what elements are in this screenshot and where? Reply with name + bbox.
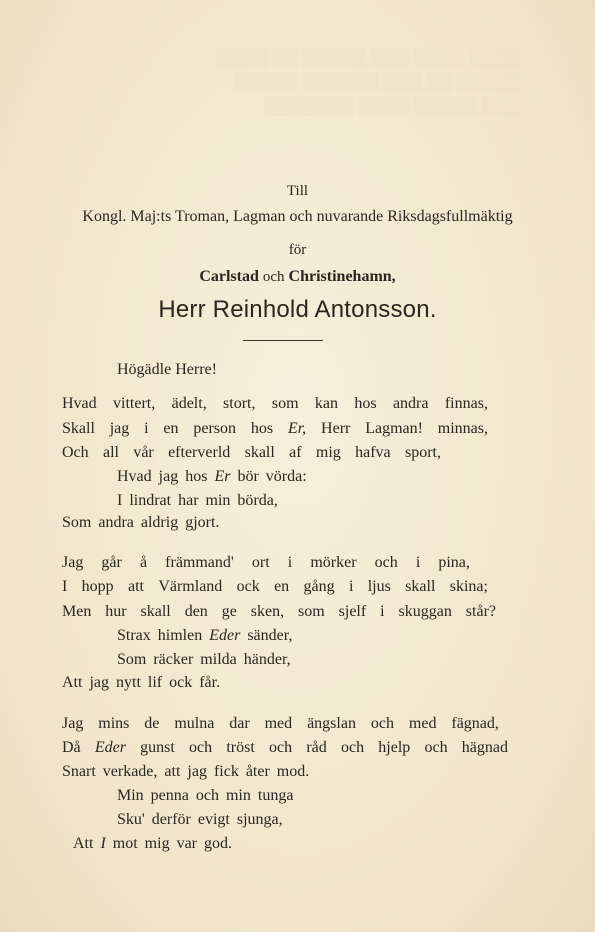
- word: skall: [140, 603, 171, 620]
- word: jag: [109, 420, 130, 437]
- word: ge: [221, 603, 237, 620]
- word: hur: [105, 603, 127, 620]
- verse-line: [117, 467, 307, 487]
- word: mig: [315, 444, 341, 461]
- word-italic: Er: [214, 468, 231, 485]
- word: med: [408, 715, 437, 732]
- word: Herr: [321, 420, 351, 437]
- verse-line: I lindrat har min börda,: [117, 492, 278, 509]
- word: mulna: [174, 715, 215, 732]
- salutation: Högädle Herre!: [117, 361, 217, 378]
- word: och: [424, 739, 448, 756]
- dedication-till: Till: [286, 183, 309, 199]
- word: tröst: [226, 739, 255, 756]
- word: hägnad: [461, 739, 508, 756]
- word: efterverld: [168, 444, 231, 461]
- word: ort: [251, 554, 270, 571]
- word: minnas,: [437, 420, 488, 437]
- word: främmand': [165, 554, 234, 571]
- word: hos: [354, 395, 377, 412]
- word: ängslan: [307, 715, 356, 732]
- word: hafva: [355, 444, 391, 461]
- word: sken,: [250, 603, 285, 620]
- word: vittert,: [113, 395, 156, 412]
- word: vår: [133, 444, 154, 461]
- word: och: [340, 739, 365, 756]
- word: i: [144, 420, 149, 437]
- words: sänder,: [247, 627, 293, 644]
- word: mins: [98, 715, 130, 732]
- dedication-addressee: Kongl. Maj:ts Troman, Lagman och nuvarande Riksdagsfullmäktig: [82, 208, 513, 225]
- word: gång: [303, 578, 335, 595]
- word: skuggan: [398, 603, 452, 620]
- word: stort,: [223, 395, 256, 412]
- place-carlstad: Carlstad: [199, 268, 259, 285]
- word-italic: I: [100, 835, 106, 852]
- word: en: [163, 420, 179, 437]
- word: fägnad,: [451, 715, 499, 732]
- word-italic: Eder: [209, 627, 241, 644]
- word-italic: Eder: [94, 739, 126, 756]
- word: i: [415, 554, 421, 571]
- word: att: [127, 578, 144, 595]
- word: sjelf: [338, 603, 367, 620]
- word: ädelt,: [171, 395, 207, 412]
- verse-line: [62, 602, 496, 622]
- word: Lagman!: [365, 420, 423, 437]
- word: som: [298, 603, 325, 620]
- word: Skall: [62, 420, 95, 437]
- place-christinehamn: Christinehamn,: [288, 268, 396, 285]
- divider-rule: [243, 340, 323, 341]
- word: Att: [73, 835, 94, 852]
- words: Strax himlen: [117, 627, 203, 644]
- dedication-for: för: [288, 242, 307, 258]
- word: de: [144, 715, 160, 732]
- word: hos: [250, 420, 274, 437]
- word: och: [269, 739, 293, 756]
- verse-line: Sku' derför evigt sjunga,: [117, 811, 283, 828]
- word: i: [287, 554, 293, 571]
- word: går: [101, 554, 122, 571]
- verse-line: [62, 738, 508, 758]
- word: en: [274, 578, 290, 595]
- word: gunst: [140, 739, 175, 756]
- word: af: [289, 444, 302, 461]
- word: Jag: [62, 715, 84, 732]
- words: Hvad jag hos: [117, 468, 208, 485]
- verse-line: [117, 626, 292, 646]
- word: finnas,: [444, 395, 488, 412]
- word: Värmland: [158, 578, 223, 595]
- word: i: [380, 603, 385, 620]
- word: Jag: [62, 554, 84, 571]
- word-italic: Er,: [287, 420, 307, 437]
- word: Och: [62, 444, 89, 461]
- word: den: [184, 603, 208, 620]
- word: person: [193, 420, 237, 437]
- word: dar: [229, 715, 250, 732]
- word: i: [348, 578, 354, 595]
- word: står?: [465, 603, 496, 620]
- place-conjunction: och: [262, 269, 285, 285]
- word: skina;: [449, 578, 488, 595]
- word: råd: [306, 739, 327, 756]
- dedication-name: Herr Reinhold Antonsson.: [158, 296, 437, 323]
- word: Hvad: [62, 395, 97, 412]
- word: mörker: [310, 554, 357, 571]
- word: sport,: [404, 444, 441, 461]
- word: I: [62, 578, 68, 595]
- word: all: [102, 444, 119, 461]
- word: och: [370, 715, 394, 732]
- verse-line: Min penna och min tunga: [117, 787, 294, 804]
- words: mot mig var god.: [112, 835, 232, 852]
- word: ljus: [367, 578, 391, 595]
- verse-line: Som andra aldrig gjort.: [62, 514, 220, 531]
- show-through-texture: ▒▒▒▒ ▒▒▒▒ ▒▒▒ ▒▒▒▒▒ ▒▒ ▒▒▒▒ ▒▒▒▒▒ ▒▒ ▒▒▒ ▒▒▒▒▒▒ ▒▒▒▒▒ ▒▒▒ ▒▒▒▒▒ ▒▒▒▒ ▒▒▒▒▒▒▒: [216, 47, 520, 115]
- words: bör vörda:: [237, 468, 307, 485]
- word: skall: [244, 444, 275, 461]
- word: kan: [314, 395, 338, 412]
- verse-line: [73, 834, 232, 854]
- verse-line: Som räcker milda händer,: [117, 651, 291, 668]
- verse-line: Snart verkade, att jag fick åter mod.: [62, 763, 310, 780]
- word: Då: [62, 739, 81, 756]
- word: hopp: [81, 578, 114, 595]
- verse-line: [62, 443, 441, 463]
- dedication-places: [0, 267, 595, 287]
- verse-line: Att jag nytt lif ock får.: [62, 674, 221, 691]
- word: pina,: [438, 554, 470, 571]
- verse-line: [62, 714, 499, 734]
- verse-line: [62, 577, 488, 597]
- word: skall: [405, 578, 436, 595]
- word: ock: [236, 578, 260, 595]
- word: med: [264, 715, 293, 732]
- word: som: [271, 395, 299, 412]
- verse-line: [62, 553, 470, 573]
- word: och: [374, 554, 398, 571]
- word: och: [189, 739, 213, 756]
- word: hjelp: [378, 739, 411, 756]
- word: å: [139, 554, 148, 571]
- word: andra: [392, 395, 429, 412]
- verse-line: [62, 394, 488, 414]
- verse-line: [62, 419, 488, 439]
- word: Men: [62, 603, 92, 620]
